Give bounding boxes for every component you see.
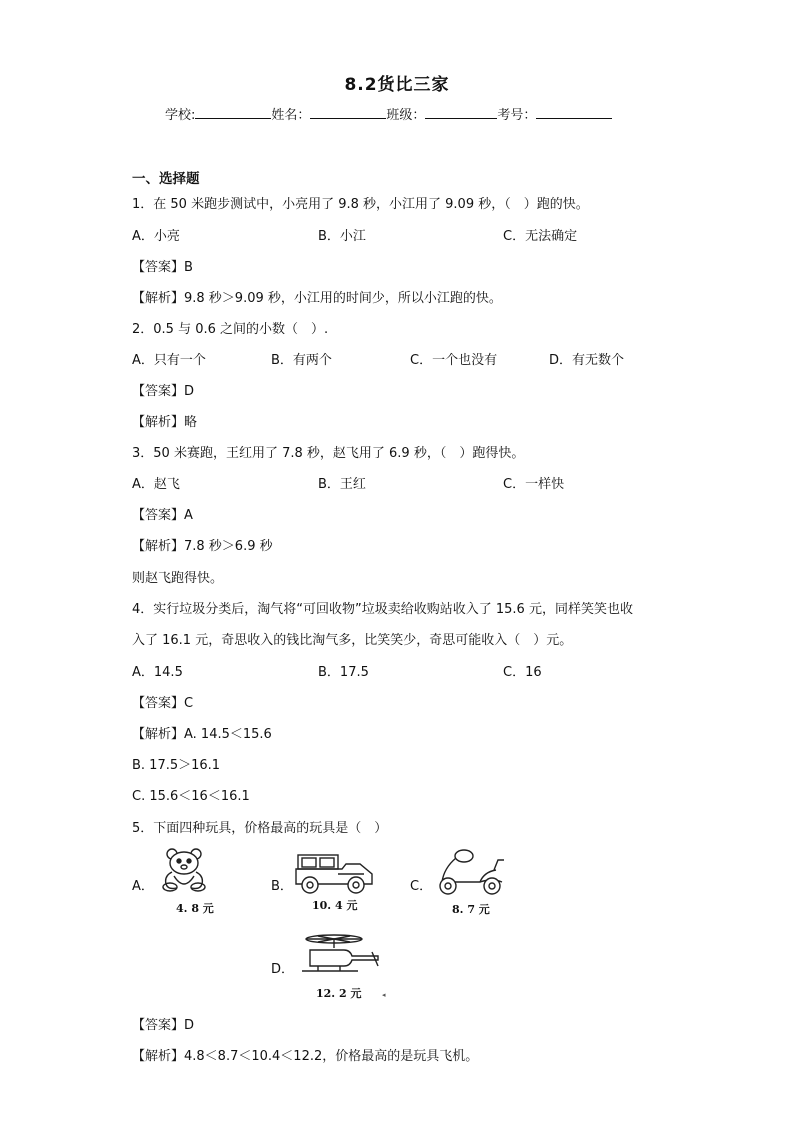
q4-option-b[interactable]: B．17.5: [318, 665, 369, 680]
q1-answer: 【答案】B: [132, 260, 193, 275]
q3-analysis-1: 【解析】7.8 秒＞6.9 秒: [132, 539, 273, 554]
q1-option-c[interactable]: C．无法确定: [503, 229, 578, 244]
q5-analysis: 【解析】4.8＜8.7＜10.4＜12.2，价格最高的是玩具飞机。: [132, 1049, 479, 1064]
question-5-stem: 5．下面四种玩具，价格最高的玩具是（ ）: [132, 821, 388, 836]
q5-option-d-price: 12. 2 元: [316, 987, 362, 1000]
q3-option-c[interactable]: C．一样快: [503, 477, 565, 492]
q2-answer: 【答案】D: [132, 384, 195, 399]
q5-option-c-letter[interactable]: C．: [410, 879, 433, 894]
exam-no-label: 考号：: [497, 108, 537, 123]
q3-option-b[interactable]: B．王红: [318, 477, 366, 492]
section-heading: 一、选择题: [132, 171, 200, 187]
q5-option-a-price: 4. 8 元: [176, 902, 214, 915]
page-title: 8.2货比三家: [344, 75, 450, 95]
bear-toy-icon[interactable]: [158, 846, 218, 894]
q5-option-a-letter[interactable]: A．: [132, 879, 154, 894]
class-label: 班级：: [386, 108, 426, 123]
question-3-stem: 3．50 米赛跑，王红用了 7.8 秒，赵飞用了 6.9 秒，（ ）跑得快。: [132, 446, 525, 461]
q4-analysis-1: 【解析】A. 14.5＜15.6: [132, 727, 272, 742]
q4-option-c[interactable]: C．16: [503, 665, 542, 680]
name-blank[interactable]: [310, 106, 386, 119]
question-4-stem-2: 入了 16.1 元，奇思收入的钱比淘气多，比笑笑少，奇思可能收入（ ）元。: [132, 633, 573, 648]
student-info-line: [165, 104, 612, 123]
q4-analysis-2: B. 17.5＞16.1: [132, 758, 221, 773]
car-toy-icon[interactable]: [294, 852, 376, 896]
school-label: 学校:: [165, 108, 196, 123]
school-blank[interactable]: [195, 106, 271, 119]
q1-option-b[interactable]: B．小江: [318, 229, 366, 244]
question-4-stem-1: 4．实行垃圾分类后，淘气将“可回收物”垃圾卖给收购站收入了 15.6 元，同样笑笑也收: [132, 602, 633, 617]
class-blank[interactable]: [425, 106, 497, 119]
q3-analysis-2: 则赵飞跑得快。: [132, 571, 224, 586]
q2-option-d[interactable]: D．有无数个: [549, 353, 625, 368]
q1-analysis: 【解析】9.8 秒＞9.09 秒，小江用的时间少，所以小江跑的快。: [132, 291, 502, 306]
q3-option-a[interactable]: A．赵飞: [132, 477, 180, 492]
question-1-stem: 1．在 50 米跑步测试中，小亮用了 9.8 秒，小江用了 9.09 秒，（ ）跑的快。: [132, 197, 589, 212]
q5-option-b-letter[interactable]: B．: [271, 879, 293, 894]
q2-option-c[interactable]: C．一个也没有: [410, 353, 498, 368]
q4-option-a[interactable]: A．14.5: [132, 665, 183, 680]
q3-answer: 【答案】A: [132, 508, 193, 523]
q4-answer: 【答案】C: [132, 696, 194, 711]
q2-option-b[interactable]: B．有两个: [271, 353, 332, 368]
q2-analysis: 【解析】略: [132, 415, 198, 430]
q2-option-a[interactable]: A．只有一个: [132, 353, 206, 368]
q5-option-b-price: 10. 4 元: [312, 899, 358, 912]
scooter-toy-icon[interactable]: [434, 848, 506, 898]
cursor-mark-icon: ◂: [382, 991, 386, 999]
helicopter-toy-icon[interactable]: [298, 932, 382, 974]
q5-option-d-letter[interactable]: D．: [271, 962, 295, 977]
q1-option-a[interactable]: A．小亮: [132, 229, 180, 244]
question-2-stem: 2．0.5 与 0.6 之间的小数（ ）.: [132, 322, 329, 337]
exam-no-blank[interactable]: [536, 106, 612, 119]
name-label: 姓名：: [271, 108, 311, 123]
q5-option-c-price: 8. 7 元: [452, 903, 490, 916]
q4-analysis-3: C. 15.6＜16＜16.1: [132, 789, 250, 804]
q5-answer: 【答案】D: [132, 1018, 195, 1033]
